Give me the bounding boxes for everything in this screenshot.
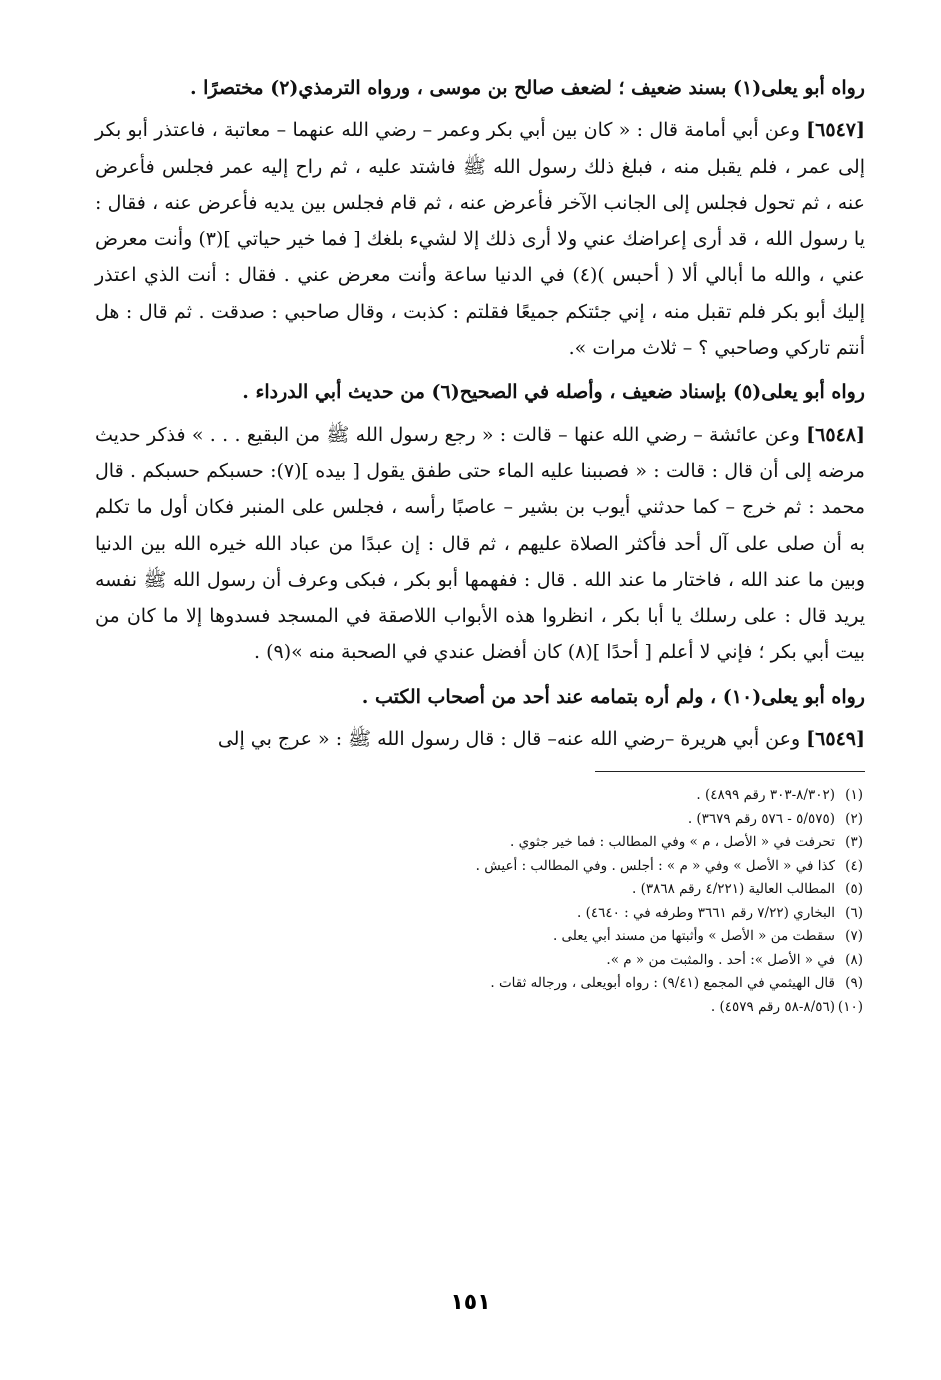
footnote bbox=[95, 808, 865, 832]
hadith-6548 bbox=[95, 417, 865, 671]
footnote-number: (٢) bbox=[845, 810, 863, 827]
hadith-text: وعن أبي أمامة قال : « كان بين أبي بكر وعمر – رضي الله عنهما – معاتبة ، فاعتذر أبو بكر إلى عمر ، فلم يقبل منه ، فبلغ ذلك رسول الله ﷺ فاشتد عليه ، ثم راح إليه عمر فجلس فأعرض عنه ، ثم تحول فجلس إلى الجانب الآخر فأعرض عنه ، ثم قام فجلس بين يديه فأعرض عنه ، فقال : يا رسول الله ، قد أرى إعراضك عني ولا أرى ذلك إلا لشيء بلغك [ فما خير حياتي ](٣) وأنت معرض عني ، والله ما أبالي ألا ( أحبس )(٤) في الدنيا ساعة وأنت معرض عني . فقال : أنت الذي اعتذر إليك أبو بكر فلم تقبل منه ، إني جئتكم جميعًا فقلتم : كذبت ، وقال صاحبي : صدقت . ثم قال : هل أنتم تاركي وصاحبي ؟ – ثلاث مرات ». bbox=[95, 119, 865, 360]
hadith-text: وعن أبي هريرة –رضي الله عنه– قال : قال رسول الله ﷺ : « عرج بي إلى bbox=[217, 728, 801, 751]
footnote-text: المطالب العالية (٤/٢٢١ رقم ٣٨٦٨) . bbox=[632, 881, 835, 898]
footnote-number: (٤) bbox=[845, 857, 863, 874]
hadith-number: [٦٥٤٨] bbox=[806, 423, 865, 446]
footnote-text: (٨/٣٠٢-٣٠٣ رقم ٤٨٩٩) . bbox=[696, 787, 835, 804]
footnote-divider bbox=[595, 771, 865, 772]
footnote bbox=[95, 878, 865, 902]
hadith-text: وعن عائشة – رضي الله عنها – قالت : « رجع رسول الله ﷺ من البقيع . . . » فذكر حديث مرضه إلى أن قال : قالت : « فصببنا عليه الماء حتى طفق يقول [ بيده ](٧): حسبكم حسبكم . قال محمد : ثم خرج – كما حدثني أيوب بن بشير – عاصبًا رأسه ، فجلس على المنبر فكان أول ما تكلم به أن صلى على آل أحد فأكثر الصلاة عليهم ، ثم قال : إن عبدًا من عباد الله خيره الله بين الدنيا وبين ما عند الله ، فاختار ما عند الله . قال : ففهمها أبو بكر ، فبكى وعرف أن رسول الله ﷺ نفسه يريد قال : على رسلك يا أبا بكر ، انظروا هذه الأبواب اللاصقة في المسجد فسدوها إلا ما كان من بيت أبي بكر ؛ فإني لا أعلم [ أحدًا ](٨) كان أفضل عندي في الصحبة منه »(٩) . bbox=[95, 423, 865, 664]
footnote bbox=[95, 902, 865, 926]
page-number: ١٥١ bbox=[450, 1290, 491, 1315]
footnote bbox=[95, 949, 865, 973]
source-note-3: رواه أبو يعلى(١٠) ، ولم أره بتمامه عند أحد من أصحاب الكتب . bbox=[361, 685, 865, 708]
footnote-number: (٩) bbox=[845, 975, 863, 992]
footnote bbox=[95, 855, 865, 879]
footnote bbox=[95, 831, 865, 855]
footnote-number: (٨) bbox=[845, 951, 863, 968]
footnote bbox=[95, 784, 865, 808]
source-note-1: رواه أبو يعلى(١) بسند ضعيف ؛ لضعف صالح بن موسى ، ورواه الترمذي(٢) مختصرًا . bbox=[189, 77, 865, 99]
footnote-text: قال الهيثمي في المجمع (٩/٤١) : رواه أبويعلى ، ورجاله ثقات . bbox=[490, 975, 835, 992]
footnote-text: (٨/٥٦-٥٨ رقم ٤٥٧٩) . bbox=[710, 998, 835, 1015]
page-body bbox=[95, 70, 865, 1019]
hadith-number: [٦٥٤٧] bbox=[806, 119, 865, 142]
hadith-6549 bbox=[95, 721, 865, 757]
footnote-text: كذا في « الأصل » وفي « م » : أجلس . وفي المطالب : أعيش . bbox=[475, 857, 835, 874]
footnote-number: (٧) bbox=[845, 928, 863, 945]
footnote-number: (١) bbox=[845, 787, 863, 804]
footnotes bbox=[95, 784, 865, 1019]
hadith-6547 bbox=[95, 112, 865, 366]
footnote-text: (٥/٥٧٥ - ٥٧٦ رقم ٣٦٧٩) . bbox=[687, 810, 835, 827]
footnote-number: (٣) bbox=[845, 834, 863, 851]
source-note-2: رواه أبو يعلى(٥) بإسناد ضعيف ، وأصله في الصحيح(٦) من حديث أبي الدرداء . bbox=[242, 381, 865, 404]
hadith-number: [٦٥٤٩] bbox=[806, 728, 865, 751]
footnote-number: (٦) bbox=[845, 904, 863, 921]
footnote-text: في « الأصل »: أحد . والمثبت من « م ». bbox=[606, 951, 835, 968]
footnote-text: سقطت من « الأصل » وأثبتها من مسند أبي يعلى . bbox=[552, 928, 835, 945]
footnote-text: تحرفت في « الأصل ، م » وفي المطالب : فما خير جثوي . bbox=[510, 834, 835, 851]
footnote-text: البخاري (٧/٢٢ رقم ٣٦٦١ وطرفه في : ٤٦٤٠) . bbox=[577, 904, 835, 921]
footnote bbox=[95, 972, 865, 996]
footnote-number: (٥) bbox=[845, 881, 863, 898]
footnote-number: (١٠) bbox=[837, 998, 863, 1015]
footnote bbox=[95, 996, 865, 1020]
footnote bbox=[95, 925, 865, 949]
